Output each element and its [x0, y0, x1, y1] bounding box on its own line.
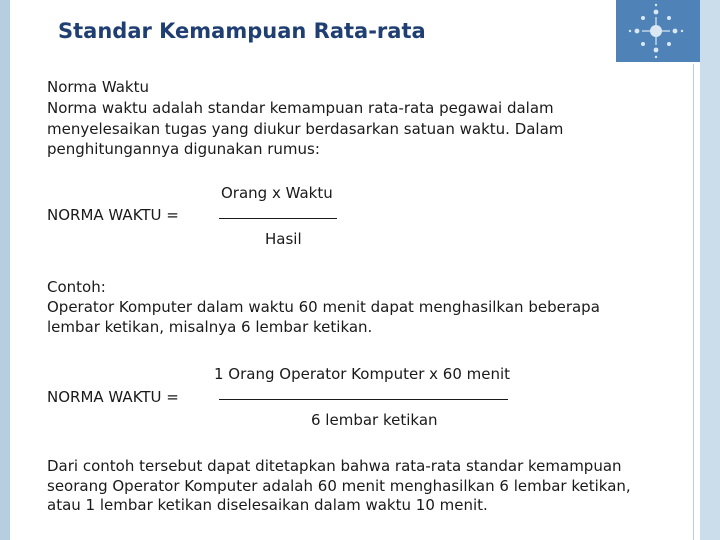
right-side-band [700, 0, 720, 540]
conclusion-line-2: seorang Operator Komputer adalah 60 menit menghasilkan 6 lembar ketikan, [47, 477, 631, 495]
intro-line-3: penghitungannya digunakan rumus: [47, 140, 320, 158]
formula2-numerator: 1 Orang Operator Komputer x 60 menit [214, 365, 511, 383]
formula2-denominator: 6 lembar ketikan [311, 411, 438, 429]
intro-line-2: menyelesaikan tugas yang diukur berdasarkan satuan waktu. Dalam [47, 120, 564, 138]
formula2-label: NORMA WAKTU = [47, 388, 179, 406]
title-box [10, 0, 618, 62]
example-line-1: Operator Komputer dalam waktu 60 menit dapat menghasilkan beberapa [47, 298, 600, 316]
conclusion-line-1: Dari contoh tersebut dapat ditetapkan bahwa rata-rata standar kemampuan [47, 457, 622, 475]
sparkle-logo-icon [626, 3, 686, 59]
formula1-fraction-line [219, 218, 337, 219]
conclusion-line-3: atau 1 lembar ketikan diselesaikan dalam waktu 10 menit. [47, 496, 488, 514]
section-heading: Norma Waktu [47, 78, 150, 96]
formula1-denominator: Hasil [265, 230, 302, 248]
formula1-numerator: Orang x Waktu [221, 184, 333, 202]
formula1-label: NORMA WAKTU = [47, 206, 179, 224]
left-side-band [0, 0, 10, 540]
formula2-fraction-line [219, 399, 508, 400]
intro-line-1: Norma waktu adalah standar kemampuan rata-rata pegawai dalam [47, 99, 554, 117]
example-heading: Contoh: [47, 278, 106, 296]
slide-title: Standar Kemampuan Rata-rata [58, 19, 426, 43]
example-line-2: lembar ketikan, misalnya 6 lembar ketikan. [47, 318, 373, 336]
content-right-border [693, 64, 694, 540]
